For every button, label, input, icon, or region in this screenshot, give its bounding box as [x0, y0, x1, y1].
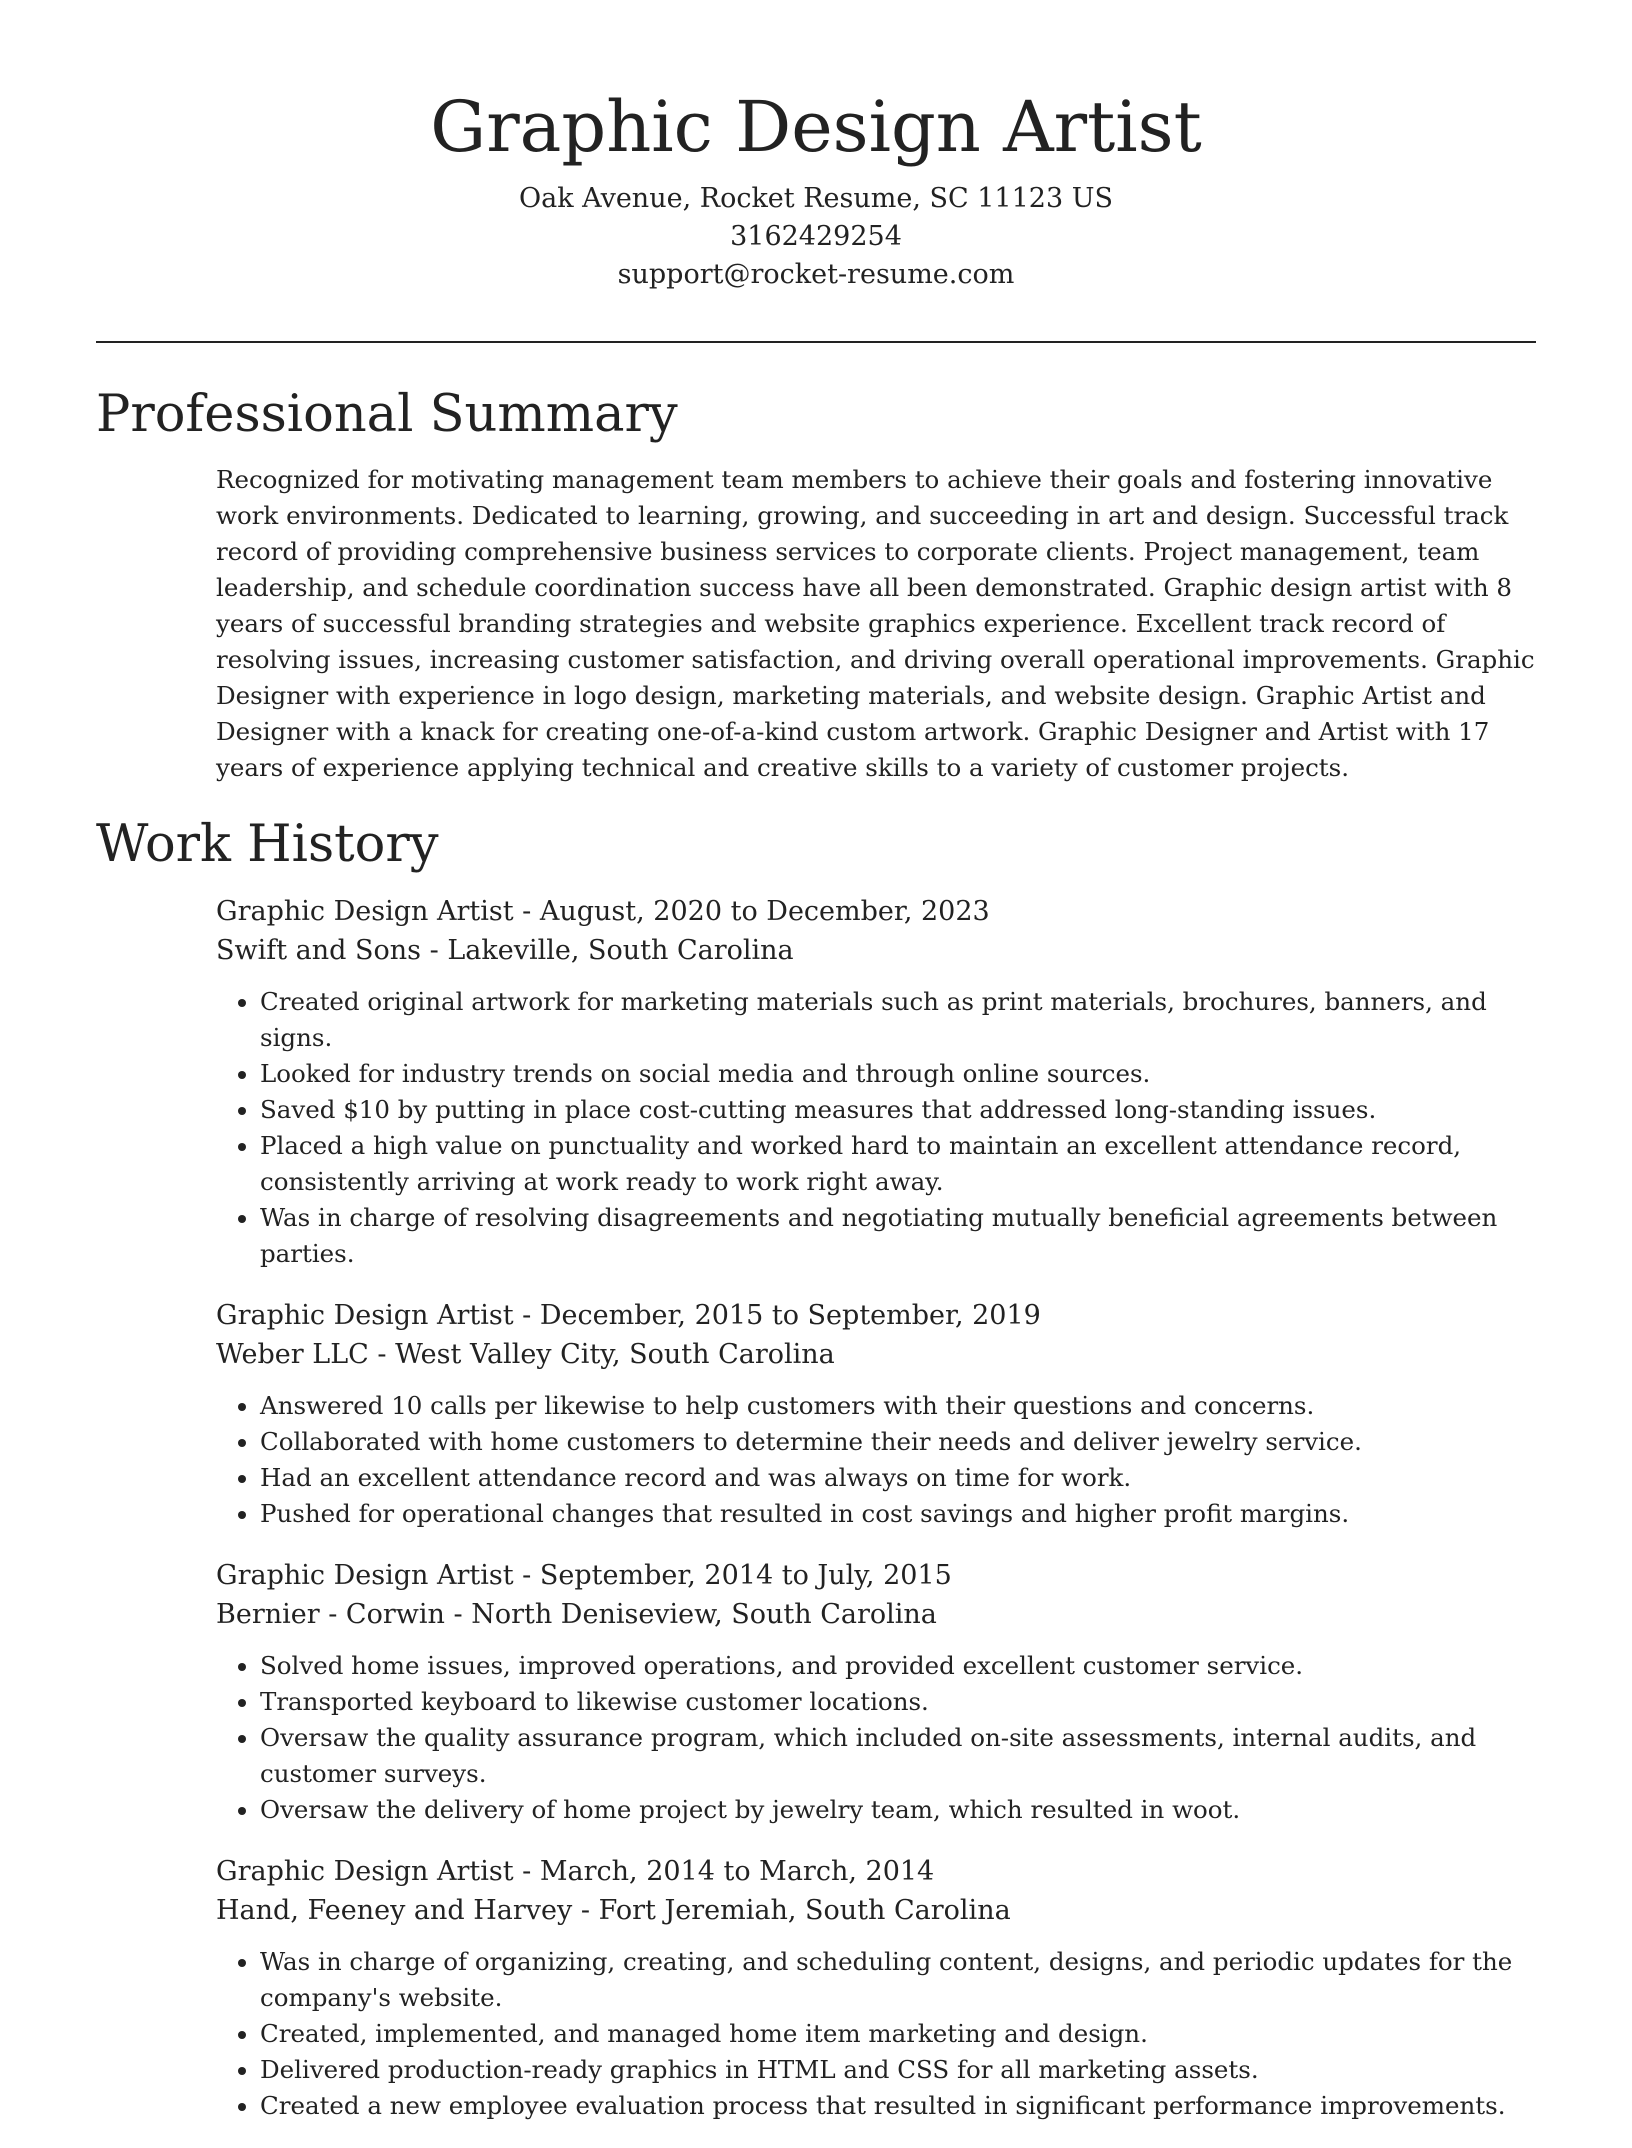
job-location: Lakeville, South Carolina: [447, 935, 794, 966]
summary-section-title: Professional Summary: [96, 385, 678, 444]
job-bullet: • Answered 10 calls per likewise to help customers with their questions and concerns.: [260, 1388, 1546, 1424]
phone-line: 3162429254: [730, 221, 902, 252]
job-bullets: [216, 984, 1546, 1272]
work-history-list: [216, 892, 1546, 2148]
address-line: Oak Avenue, Rocket Resume, SC 11123 US: [519, 183, 1113, 214]
job-title: Graphic Design Artist: [216, 896, 514, 927]
job-bullet: • Oversaw the quality assurance program, which included on-site assessments, internal audits, and customer surveys.: [260, 1720, 1546, 1792]
header-divider: [96, 341, 1536, 343]
job-entry: [216, 1296, 1546, 1532]
job-heading: Graphic Design Artist - December, 2015 to September, 2019: [216, 1300, 1041, 1331]
job-bullet: • Created a new employee evaluation process that resulted in significant performance improvements.: [260, 2088, 1546, 2124]
job-bullet: • Had an excellent attendance record and was always on time for work.: [260, 1460, 1546, 1496]
job-bullet: • Solved home issues, improved operations, and provided excellent customer service.: [260, 1648, 1546, 1684]
job-company: Hand, Feeney and Harvey: [216, 1895, 573, 1926]
job-bullets: [216, 1944, 1546, 2124]
job-bullet: • Saved $10 by putting in place cost-cutting measures that addressed long-standing issues.: [260, 1092, 1546, 1128]
job-bullet: • Oversaw the delivery of home project by jewelry team, which resulted in woot.: [260, 1792, 1546, 1828]
job-company: Weber LLC: [216, 1339, 369, 1370]
job-bullet: • Collaborated with home customers to determine their needs and deliver jewelry service.: [260, 1424, 1546, 1460]
work-section-title: Work History: [96, 815, 439, 874]
job-heading: Graphic Design Artist - September, 2014 to July, 2015: [216, 1560, 952, 1591]
job-employer: Swift and Sons - Lakeville, South Carolina: [216, 935, 794, 966]
job-heading: Graphic Design Artist - March, 2014 to March, 2014: [216, 1856, 935, 1887]
job-dates: March, 2014 to March, 2014: [539, 1856, 935, 1887]
job-bullet: • Placed a high value on punctuality and worked hard to maintain an excellent attendance record, consistently arriving at work ready to work right away.: [260, 1128, 1546, 1200]
job-dates: September, 2014 to July, 2015: [539, 1560, 952, 1591]
job-bullets: [216, 1388, 1546, 1532]
job-employer: Weber LLC - West Valley City, South Carolina: [216, 1339, 835, 1370]
job-company: Bernier - Corwin: [216, 1599, 445, 1630]
job-title: Graphic Design Artist: [216, 1856, 514, 1887]
job-heading: Graphic Design Artist - August, 2020 to December, 2023: [216, 896, 990, 927]
job-location: Fort Jeremiah, South Carolina: [598, 1895, 1011, 1926]
job-bullet: • Was in charge of organizing, creating, and scheduling content, designs, and periodic updates for the company's website.: [260, 1944, 1546, 2016]
job-bullet: • Created, implemented, and managed home item marketing and design.: [260, 2016, 1546, 2052]
job-location: North Deniseview, South Carolina: [471, 1599, 937, 1630]
email-line: support@rocket-resume.com: [617, 259, 1015, 290]
job-company: Swift and Sons: [216, 935, 422, 966]
job-location: West Valley City, South Carolina: [395, 1339, 835, 1370]
candidate-name: Graphic Design Artist: [430, 86, 1202, 168]
job-title: Graphic Design Artist: [216, 1300, 514, 1331]
job-dates: August, 2020 to December, 2023: [539, 896, 990, 927]
job-dates: December, 2015 to September, 2019: [539, 1300, 1041, 1331]
job-entry: [216, 1852, 1546, 2124]
job-bullet: • Was in charge of resolving disagreements and negotiating mutually beneficial agreements between parties.: [260, 1200, 1546, 1272]
job-employer: Bernier - Corwin - North Deniseview, South Carolina: [216, 1599, 937, 1630]
job-bullet: • Transported keyboard to likewise customer locations.: [260, 1684, 1546, 1720]
job-bullet: • Looked for industry trends on social media and through online sources.: [260, 1056, 1546, 1092]
job-bullet: • Created original artwork for marketing materials such as print materials, brochures, banners, and signs.: [260, 984, 1546, 1056]
job-bullet: • Delivered production-ready graphics in HTML and CSS for all marketing assets.: [260, 2052, 1546, 2088]
job-employer: Hand, Feeney and Harvey - Fort Jeremiah, South Carolina: [216, 1895, 1011, 1926]
job-bullets: [216, 1648, 1546, 1828]
contact-block: [0, 180, 1632, 294]
summary-text: Recognized for motivating management team members to achieve their goals and fostering innovative work environments. Dedicated to learning, growing, and succeeding in art and design. Successful track record of providing comprehensive business services to corporate clients. Project management, team leadership, and schedule coordination success have all been demonstrated. Graphic design artist with 8 years of successful branding strategies and website graphics experience. Excellent track record of resolving issues, increasing customer satisfaction, and driving overall operational improvements. Graphic Designer with experience in logo design, marketing materials, and website design. Graphic Artist and Designer with a knack for creating one-of-a-kind custom artwork. Graphic Designer and Artist with 17 years of experience applying technical and creative skills to a variety of customer projects.: [216, 465, 1535, 782]
job-title: Graphic Design Artist: [216, 1560, 514, 1591]
resume-header: [0, 0, 1632, 294]
job-entry: [216, 1556, 1546, 1828]
job-entry: [216, 892, 1546, 1272]
job-bullet: • Pushed for operational changes that resulted in cost savings and higher profit margins.: [260, 1496, 1546, 1532]
